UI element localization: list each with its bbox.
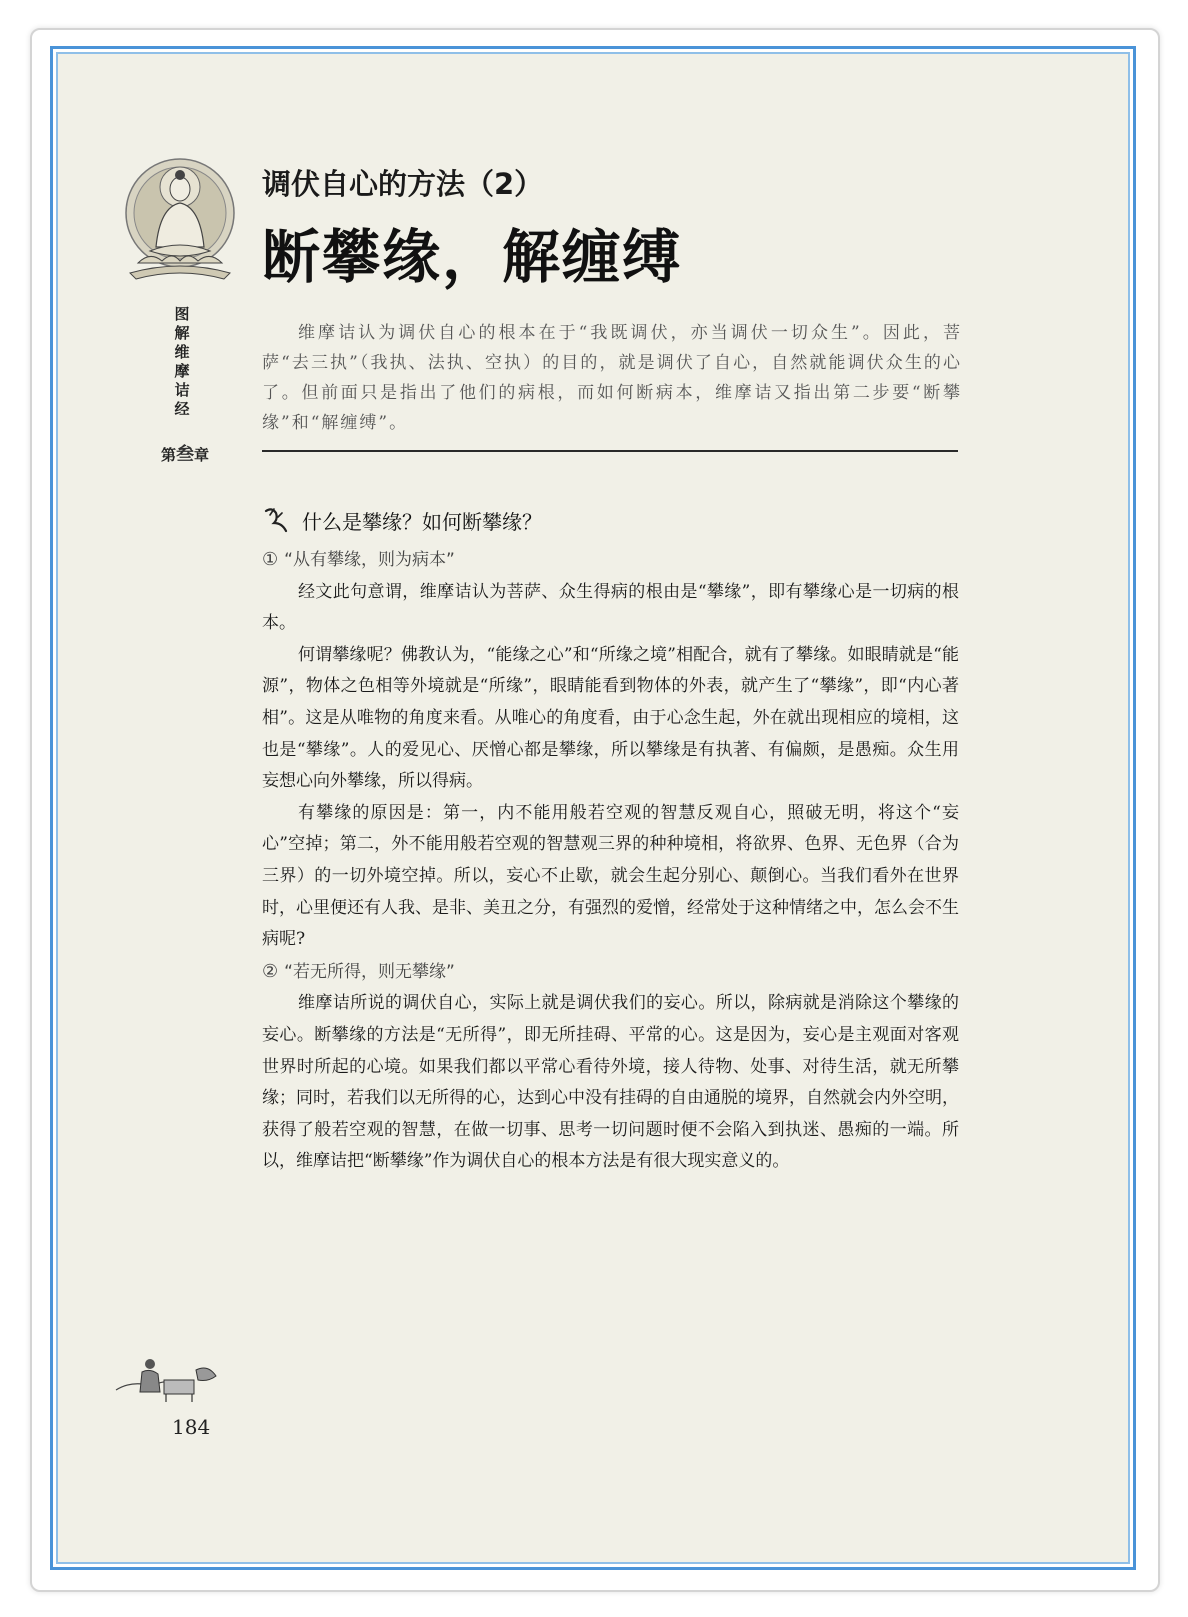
chapter-label — [155, 440, 215, 466]
section-heading — [262, 505, 542, 535]
paragraph-1: 经文此句意谓，维摩诘认为菩萨、众生得病的根由是“攀缘”，即有攀缘心是一切病的根本。 — [262, 581, 959, 634]
page-title: 断攀缘，解缠缚 — [262, 223, 683, 291]
paragraph-4: 维摩诘所说的调伏自心，实际上就是调伏我们的妄心。所以，除病就是消除这个攀缘的妄心。断攀缘的方法是“无所得”，即无所挂碍、平常的心。这是因为，妄心是主观面对客观世界时所起的心境。如果我们都以平常心看待外境，接人待物、处事、对待生活，就无所攀缘；同时，若我们以无所得的心，达到心中没有挂碍的自由通脱的境界，自然就会内外空明，获得了般若空观的智慧，在做一切事、思考一切问题时便不会陷入到执迷、愚痴的一端。所以，维摩诘把“断攀缘”作为调伏自心的根本方法是有很大现实意义的。 — [262, 993, 959, 1172]
chapter-suffix: 章 — [194, 446, 210, 464]
quote-2-text: “若无所得，则无攀缘” — [284, 961, 455, 982]
quote-2-marker: ② — [262, 960, 279, 982]
quote-2 — [262, 956, 959, 989]
figure-scene-illustration — [112, 1350, 222, 1405]
paragraph-2: 何谓攀缘呢？佛教认为，“能缘之心”和“所缘之境”相配合，就有了攀缘。如眼睛就是“能源”，物体之色相等外境就是“所缘”，眼睛能看到物体的外表，就产生了“攀缘”，即“内心著相”。这是从唯物的角度来看。从唯心的角度看，由于心念生起，外在就出现相应的境相，这也是“攀缘”。人的爱见心、厌憎心都是攀缘，所以攀缘是有执著、有偏颇，是愚痴。众生用妄想心向外攀缘，所以得病。 — [262, 644, 959, 792]
quote-1 — [262, 544, 959, 577]
page-number: 184 — [172, 1415, 211, 1439]
quote-1-text: “从有攀缘，则为病本” — [284, 550, 455, 570]
intro-paragraph: 维摩诘认为调伏自心的根本在于“我既调伏，亦当调伏一切众生”。因此，菩萨“去三执”（我执、法执、空执）的目的，就是调伏了自心，自然就能调伏众生的心了。但前面只是指出了他们的病根，而如何断病本，维摩诘又指出第二步要“断攀缘”和“解缠缚”。 — [262, 323, 962, 433]
section-heading-text: 什么是攀缘？如何断攀缘？ — [302, 509, 542, 534]
book-title-vertical: 图解维摩诘经 — [174, 305, 190, 418]
buddha-illustration — [120, 155, 240, 285]
paragraph-3: 有攀缘的原因是：第一，内不能用般若空观的智慧反观自心，照破无明，将这个“妄心”空掉；第二，外不能用般若空观的智慧观三界的种种境相，将欲界、色界、无色界（合为三界）的一切外境空掉。所以，妄心不止歇，就会生起分别心、颠倒心。当我们看外在世界时，心里便还有人我、是非、美丑之分，有强烈的爱憎，经常处于这种情绪之中，怎么会不生病呢? — [262, 802, 959, 950]
section-subtitle: 调伏自心的方法（2） — [262, 167, 544, 201]
body-text — [262, 544, 959, 1178]
brush-ornament-icon — [262, 505, 292, 535]
chapter-number: 叁 — [176, 444, 194, 465]
divider — [262, 450, 958, 452]
chapter-prefix: 第 — [160, 446, 176, 464]
quote-1-marker: ① — [262, 549, 279, 570]
